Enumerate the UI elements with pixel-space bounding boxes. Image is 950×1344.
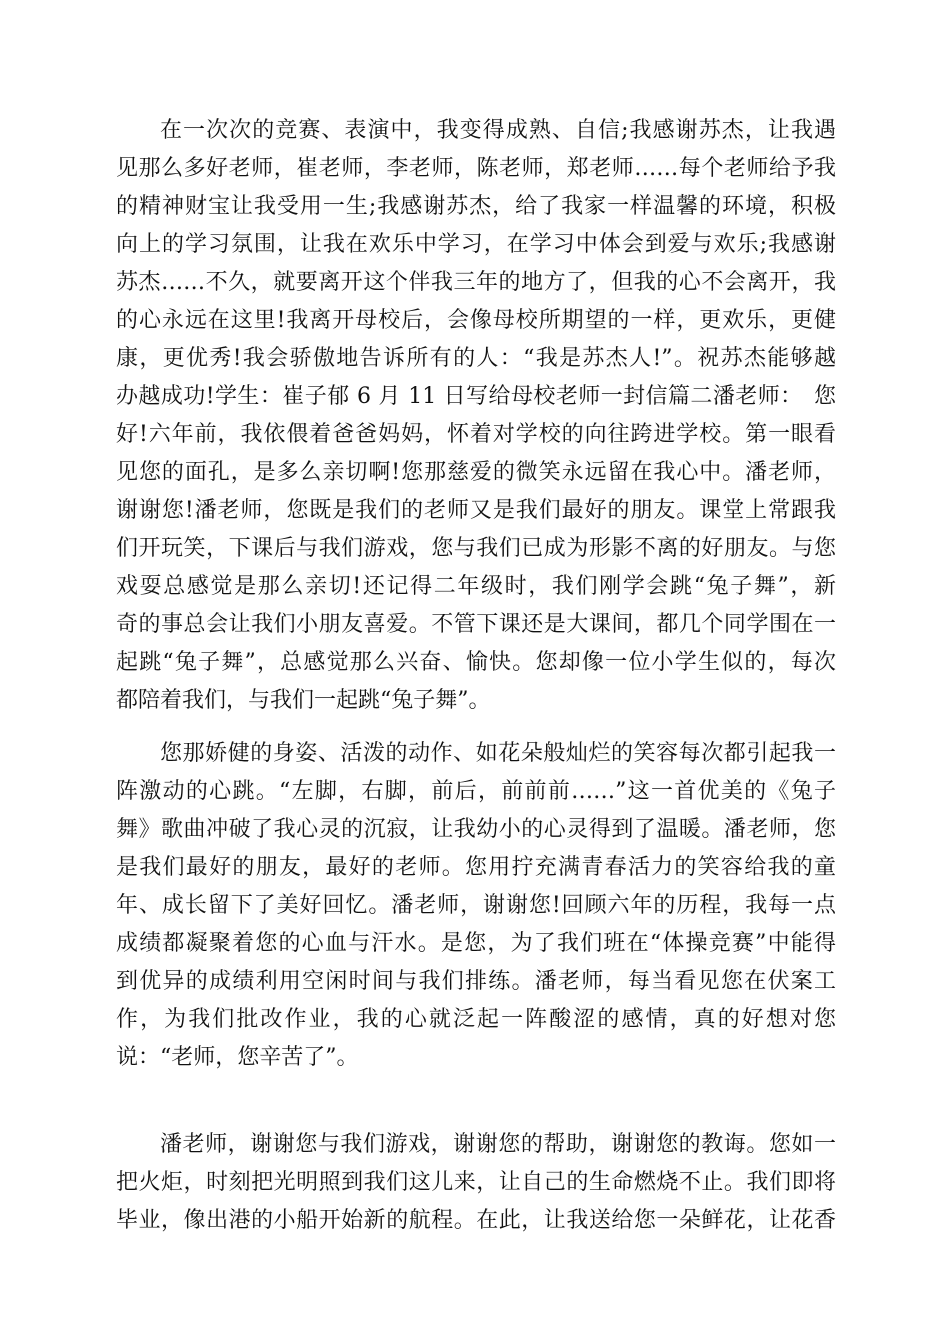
text-line: 奇的事总会让我们小朋友喜爱。不管下课还是大课间，都几个同学围在一 [116, 612, 836, 637]
text-line: 把火炬，时刻把光明照到我们这儿来，让自己的生命燃烧不止。我们即将 [116, 1170, 836, 1195]
text-line: 起跳“兔子舞”，总感觉那么兴奋、愉快。您却像一位小学生似的，每次 [116, 650, 836, 675]
text-line: 向上的学习氛围，让我在欢乐中学习，在学习中体会到爱与欢乐;我感谢 [116, 232, 836, 257]
text-line: 作，为我们批改作业，我的心就泛起一阵酸涩的感情，真的好想对您 [116, 1007, 836, 1032]
text-line: 们开玩笑，下课后与我们游戏，您与我们已成为形影不离的好朋友。与您 [116, 536, 836, 561]
text-line: 见那么多好老师，崔老师，李老师，陈老师，郑老师……每个老师给予我 [116, 156, 836, 181]
text-line: 谢谢您!潘老师，您既是我们的老师又是我们最好的朋友。课堂上常跟我 [116, 498, 836, 523]
text-line: 舞》歌曲冲破了我心灵的沉寂，让我幼小的心灵得到了温暖。潘老师，您 [116, 817, 836, 842]
text-line: 您那娇健的身姿、活泼的动作、如花朵般灿烂的笑容每次都引起我一 [160, 741, 836, 766]
text-line: 在一次次的竞赛、表演中，我变得成熟、自信;我感谢苏杰，让我遇 [160, 118, 836, 143]
text-line: 的精神财宝让我受用一生;我感谢苏杰，给了我家一样温馨的环境，积极 [116, 194, 836, 219]
text-line: 见您的面孔，是多么亲切啊!您那慈爱的微笑永远留在我心中。潘老师， [116, 460, 836, 485]
text-line: 是我们最好的朋友，最好的老师。您用拧充满青春活力的笑容给我的童 [116, 855, 836, 880]
text-line: 阵激动的心跳。“左脚，右脚，前后，前前前……”这一首优美的《兔子 [116, 779, 836, 804]
text-line: 康，更优秀!我会骄傲地告诉所有的人：“我是苏杰人!”。祝苏杰能够越 [116, 346, 836, 371]
text-line: 说：“老师，您辛苦了”。 [116, 1045, 359, 1070]
text-line: 苏杰……不久，就要离开这个伴我三年的地方了，但我的心不会离开，我 [116, 270, 836, 295]
text-line: 都陪着我们，与我们一起跳“兔子舞”。 [116, 688, 491, 713]
text-line: 的心永远在这里!我离开母校后，会像母校所期望的一样，更欢乐，更健 [116, 308, 836, 333]
text-line: 办越成功!学生：崔子郁 6 月 11 日写给母校老师一封信篇二潘老师： 您 [116, 384, 836, 409]
text-line: 年、成长留下了美好回忆。潘老师，谢谢您!回顾六年的历程，我每一点 [116, 893, 836, 918]
text-line: 好!六年前，我依偎着爸爸妈妈，怀着对学校的向往跨进学校。第一眼看 [116, 422, 836, 447]
text-line: 到优异的成绩利用空闲时间与我们排练。潘老师，每当看见您在伏案工 [116, 969, 836, 994]
text-line: 毕业，像出港的小船开始新的航程。在此，让我送给您一朵鲜花，让花香 [116, 1208, 836, 1233]
text-line: 成绩都凝聚着您的心血与汗水。是您，为了我们班在“体操竞赛”中能得 [116, 931, 836, 956]
text-line: 潘老师，谢谢您与我们游戏，谢谢您的帮助，谢谢您的教诲。您如一 [160, 1132, 836, 1157]
text-line: 戏耍总感觉是那么亲切!还记得二年级时，我们刚学会跳“兔子舞”，新 [116, 574, 836, 599]
